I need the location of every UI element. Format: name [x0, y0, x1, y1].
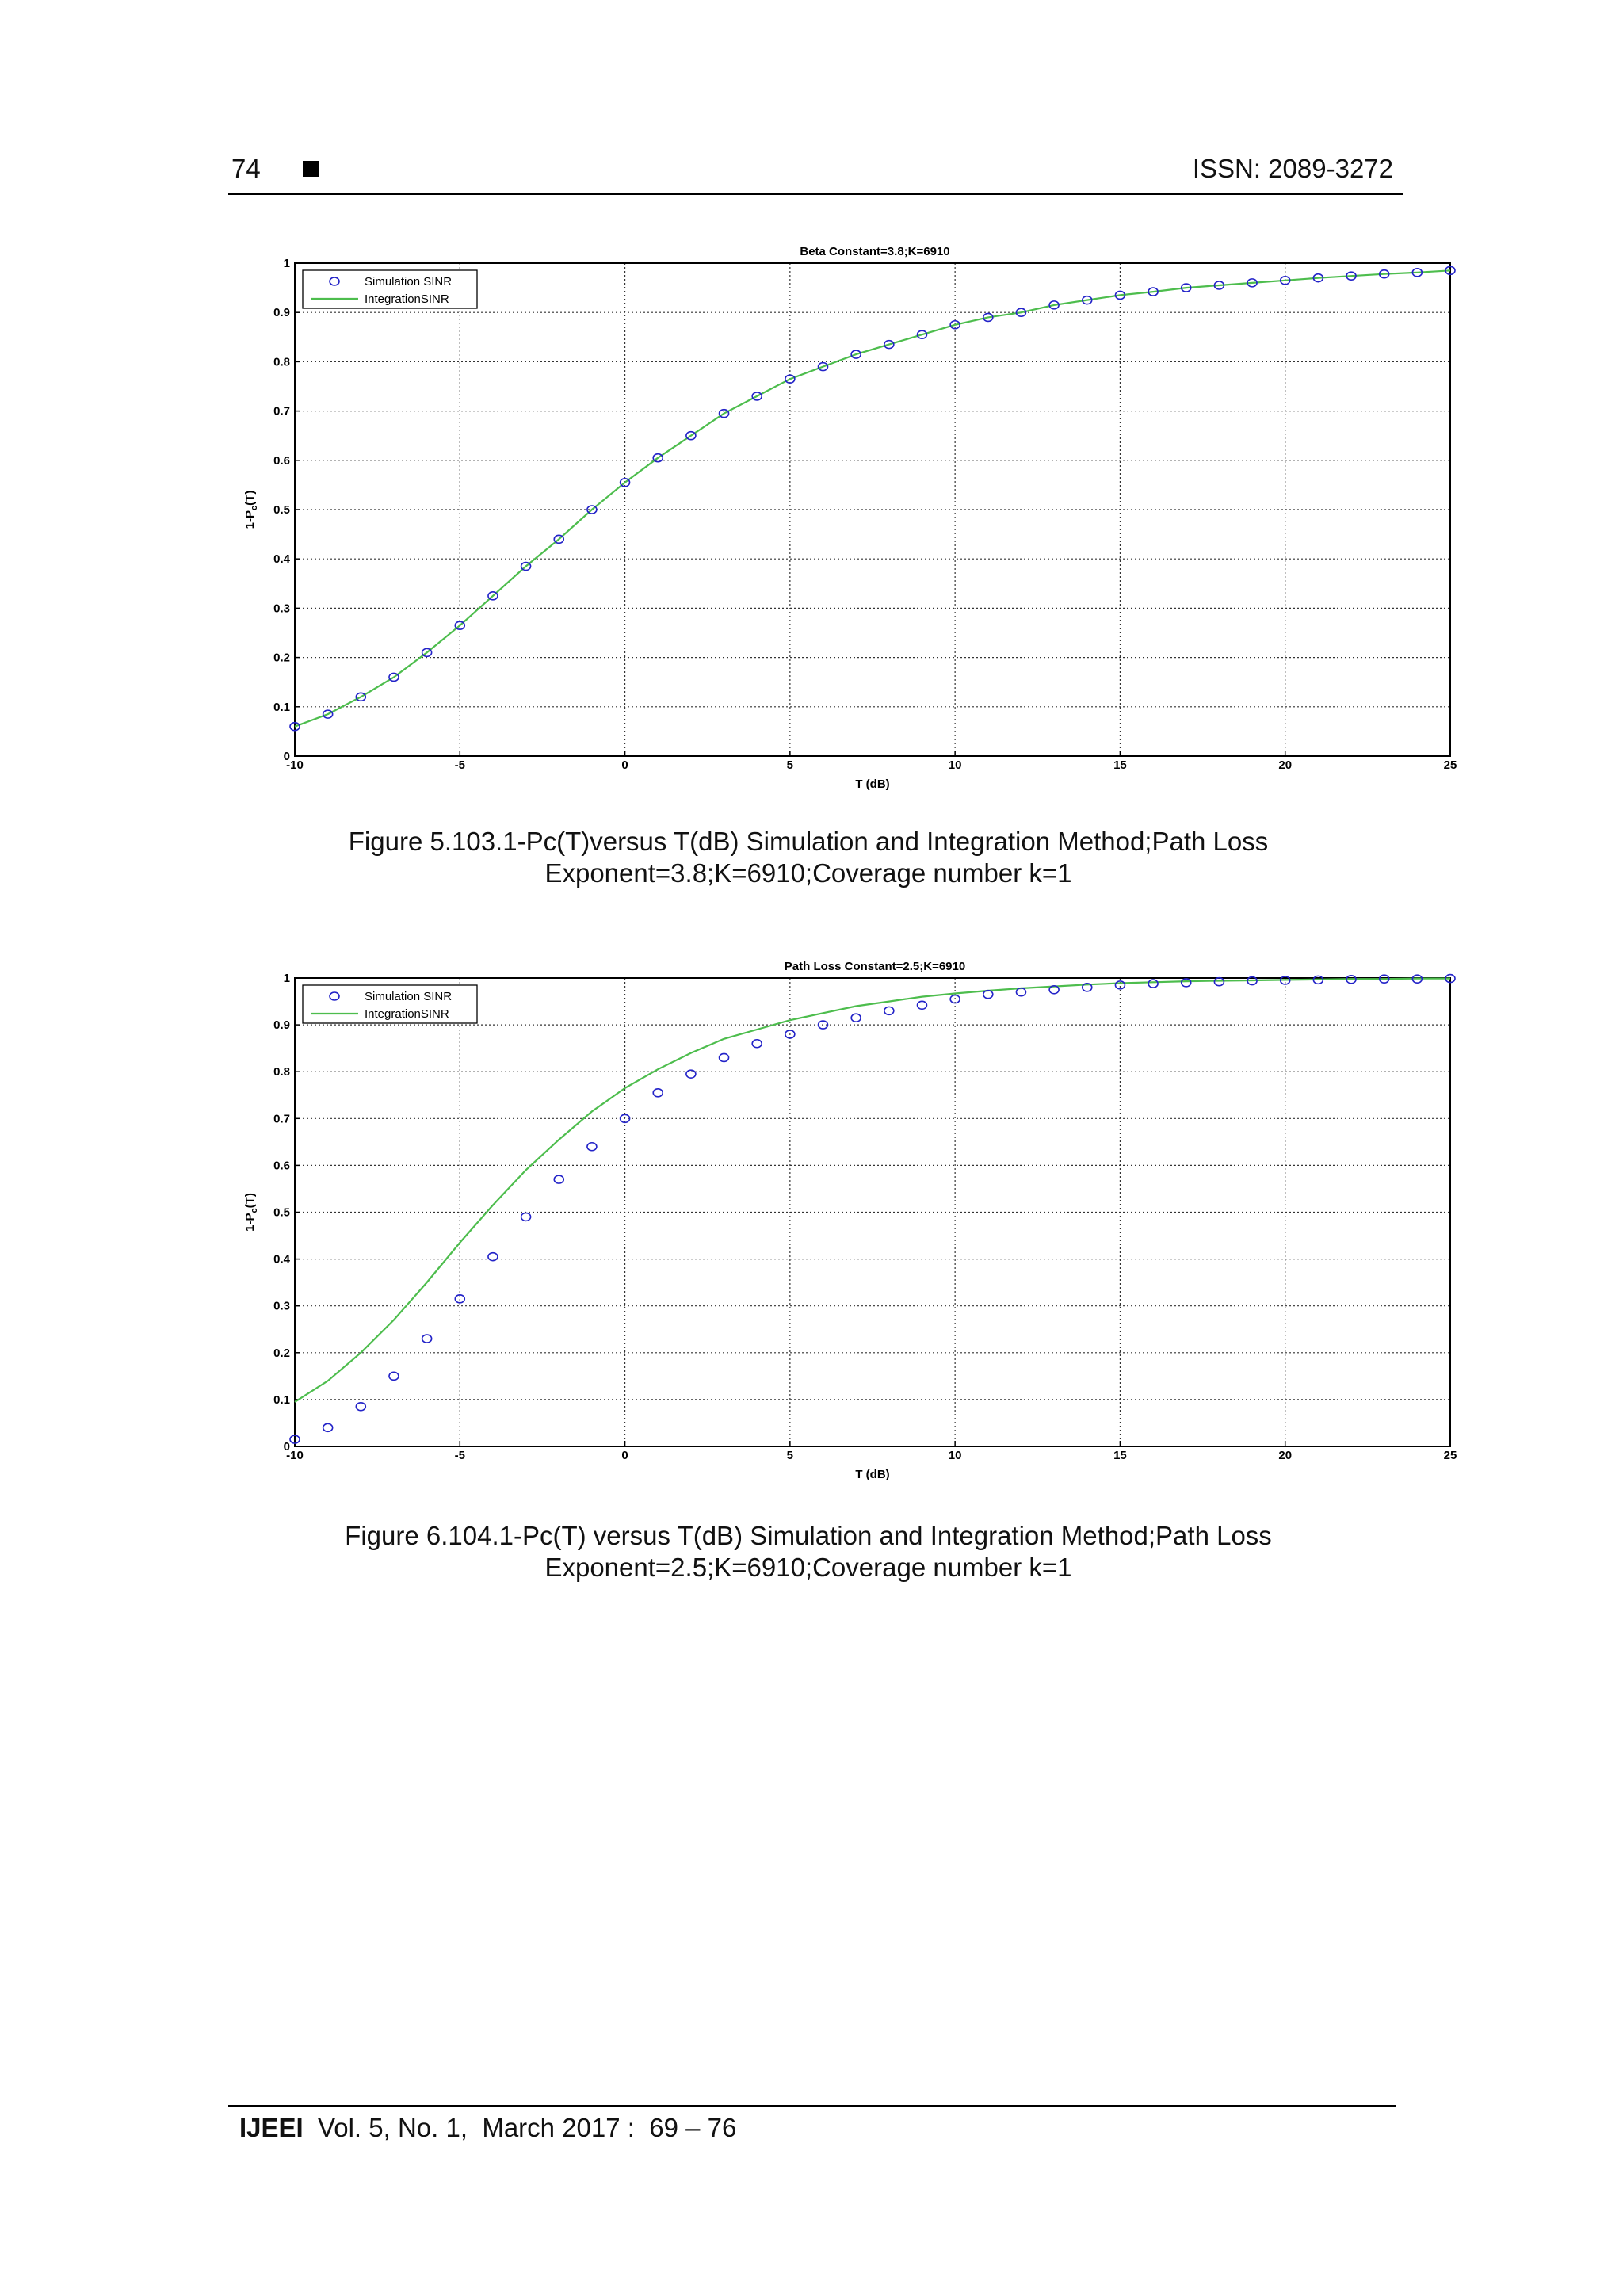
x-tick-label: -10 — [286, 758, 304, 772]
y-tick-label: 0.6 — [273, 453, 290, 468]
x-tick-label: 10 — [948, 758, 962, 772]
x-tick-label: 20 — [1278, 1449, 1293, 1462]
y-tick-label: 0.8 — [273, 355, 290, 369]
journal-name: IJEEI — [239, 2113, 304, 2142]
x-tick-label: 15 — [1113, 1449, 1127, 1462]
figure-1-caption-line1: Figure 5.103.1-Pc(T)versus T(dB) Simulation and Integration Method;Path Loss — [348, 827, 1269, 856]
x-tick-label: -5 — [454, 758, 465, 772]
y-tick-label: 0.9 — [273, 306, 290, 320]
y-tick-label: 0 — [283, 750, 290, 763]
page-number: 74 — [231, 154, 261, 183]
x-tick-label: 0 — [621, 758, 628, 772]
y-tick-label: 0.1 — [273, 700, 290, 714]
x-tick-label: 5 — [786, 758, 794, 772]
y-tick-label: 0.4 — [273, 1252, 290, 1266]
y-tick-label: 0.2 — [273, 651, 290, 665]
y-axis-label: $1-P_c(T)$ — [243, 1193, 259, 1232]
x-tick-label: 5 — [786, 1449, 794, 1462]
footer-citation — [239, 2113, 736, 2143]
header-rule — [228, 193, 1403, 195]
y-tick-label: 1 — [283, 972, 290, 985]
figure-2-chart — [0, 949, 1623, 1504]
y-tick-label: 0.1 — [273, 1392, 290, 1407]
y-tick-label: 0.7 — [273, 404, 290, 418]
y-tick-label: 0.6 — [273, 1159, 290, 1173]
x-axis-label: T (dB) — [855, 1468, 890, 1481]
legend-label: IntegrationSINR — [365, 1007, 449, 1021]
y-tick-label: 0.2 — [273, 1346, 290, 1360]
chart-title: Beta Constant=3.8;K=6910 — [800, 245, 950, 258]
y-tick-label: 0 — [283, 1440, 290, 1454]
x-tick-label: 25 — [1443, 758, 1457, 772]
y-tick-label: 1 — [283, 257, 290, 270]
chart-title: Path Loss Constant=2.5;K=6910 — [784, 960, 966, 973]
x-tick-label: -10 — [286, 1449, 304, 1462]
y-tick-label: 0.7 — [273, 1112, 290, 1126]
x-tick-label: 0 — [621, 1449, 628, 1462]
x-tick-label: 10 — [948, 1449, 962, 1462]
y-tick-label: 0.3 — [273, 602, 290, 616]
x-tick-label: -5 — [454, 1449, 465, 1462]
figure-2-caption — [238, 1520, 1379, 1584]
figure-1-chart — [0, 234, 1623, 804]
legend-label: Simulation SINR — [365, 990, 453, 1003]
figure-1-caption-line2: Exponent=3.8;K=6910;Coverage number k=1 — [544, 858, 1072, 888]
x-axis-label: T (dB) — [855, 777, 890, 791]
y-tick-label: 0.8 — [273, 1065, 290, 1079]
footer-rule — [228, 2105, 1396, 2107]
legend-label: IntegrationSINR — [365, 292, 449, 306]
plot-area — [295, 263, 1450, 756]
y-tick-label: 0.3 — [273, 1299, 290, 1313]
y-tick-label: 0.4 — [273, 552, 290, 567]
x-tick-label: 25 — [1443, 1449, 1457, 1462]
legend-label: Simulation SINR — [365, 275, 453, 288]
figure-1-caption — [238, 826, 1379, 889]
square-bullet-icon — [303, 161, 319, 177]
figure-2-caption-line2: Exponent=2.5;K=6910;Coverage number k=1 — [544, 1553, 1072, 1582]
y-tick-label: 0.5 — [273, 503, 290, 517]
issn: ISSN: 2089-3272 — [1192, 154, 1393, 183]
x-tick-label: 15 — [1113, 758, 1127, 772]
x-tick-label: 20 — [1278, 758, 1293, 772]
volume-info: Vol. 5, No. 1, March 2017 : 69 – 76 — [303, 2113, 737, 2142]
y-tick-label: 0.9 — [273, 1018, 290, 1033]
figure-2-caption-line1: Figure 6.104.1-Pc(T) versus T(dB) Simulation and Integration Method;Path Loss — [345, 1521, 1272, 1550]
y-axis-label: $1-P_c(T)$ — [243, 490, 259, 529]
y-tick-label: 0.5 — [273, 1205, 290, 1220]
plot-area — [295, 978, 1450, 1446]
